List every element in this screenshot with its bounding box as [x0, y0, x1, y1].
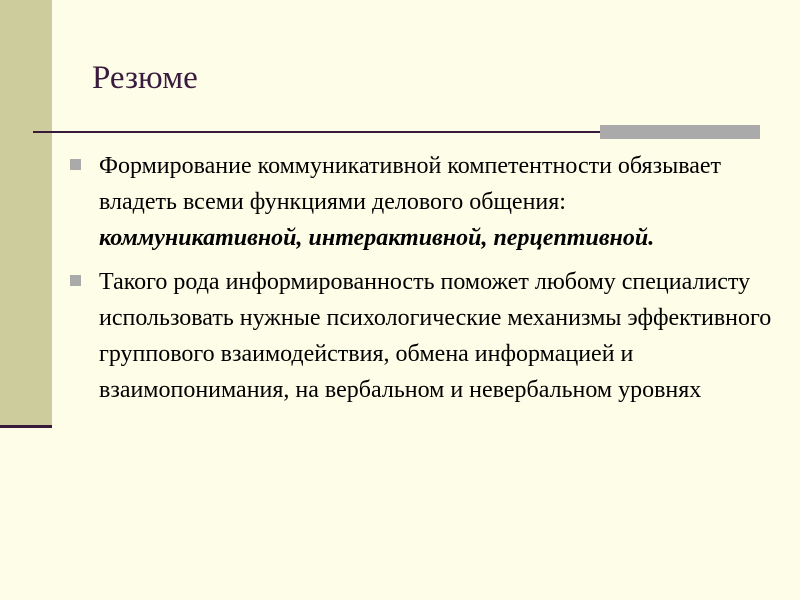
bullet-list	[70, 148, 775, 416]
slide-title: Резюме	[92, 60, 198, 96]
square-bullet-icon	[70, 275, 81, 286]
bullet-text: Такого рода информированность поможет любому специалисту использовать нужные психологические механизмы эффективного группового взаимодействия, обмена информацией и взаимопонимания, на вербальном и невербальном уровнях	[99, 269, 772, 403]
left-decorative-band	[0, 0, 52, 425]
left-band-underline	[0, 425, 52, 428]
bullet-item-awareness	[70, 264, 775, 408]
bullet-item-competence	[70, 148, 775, 256]
title-divider-accent	[600, 125, 760, 139]
bullet-text: Формирование коммуникативной компетентности обязывает владеть всеми функциями делового общения:	[99, 153, 721, 215]
square-bullet-icon	[70, 159, 81, 170]
bullet-emphasis: коммуникативной, интерактивной, перцептивной.	[99, 225, 655, 251]
